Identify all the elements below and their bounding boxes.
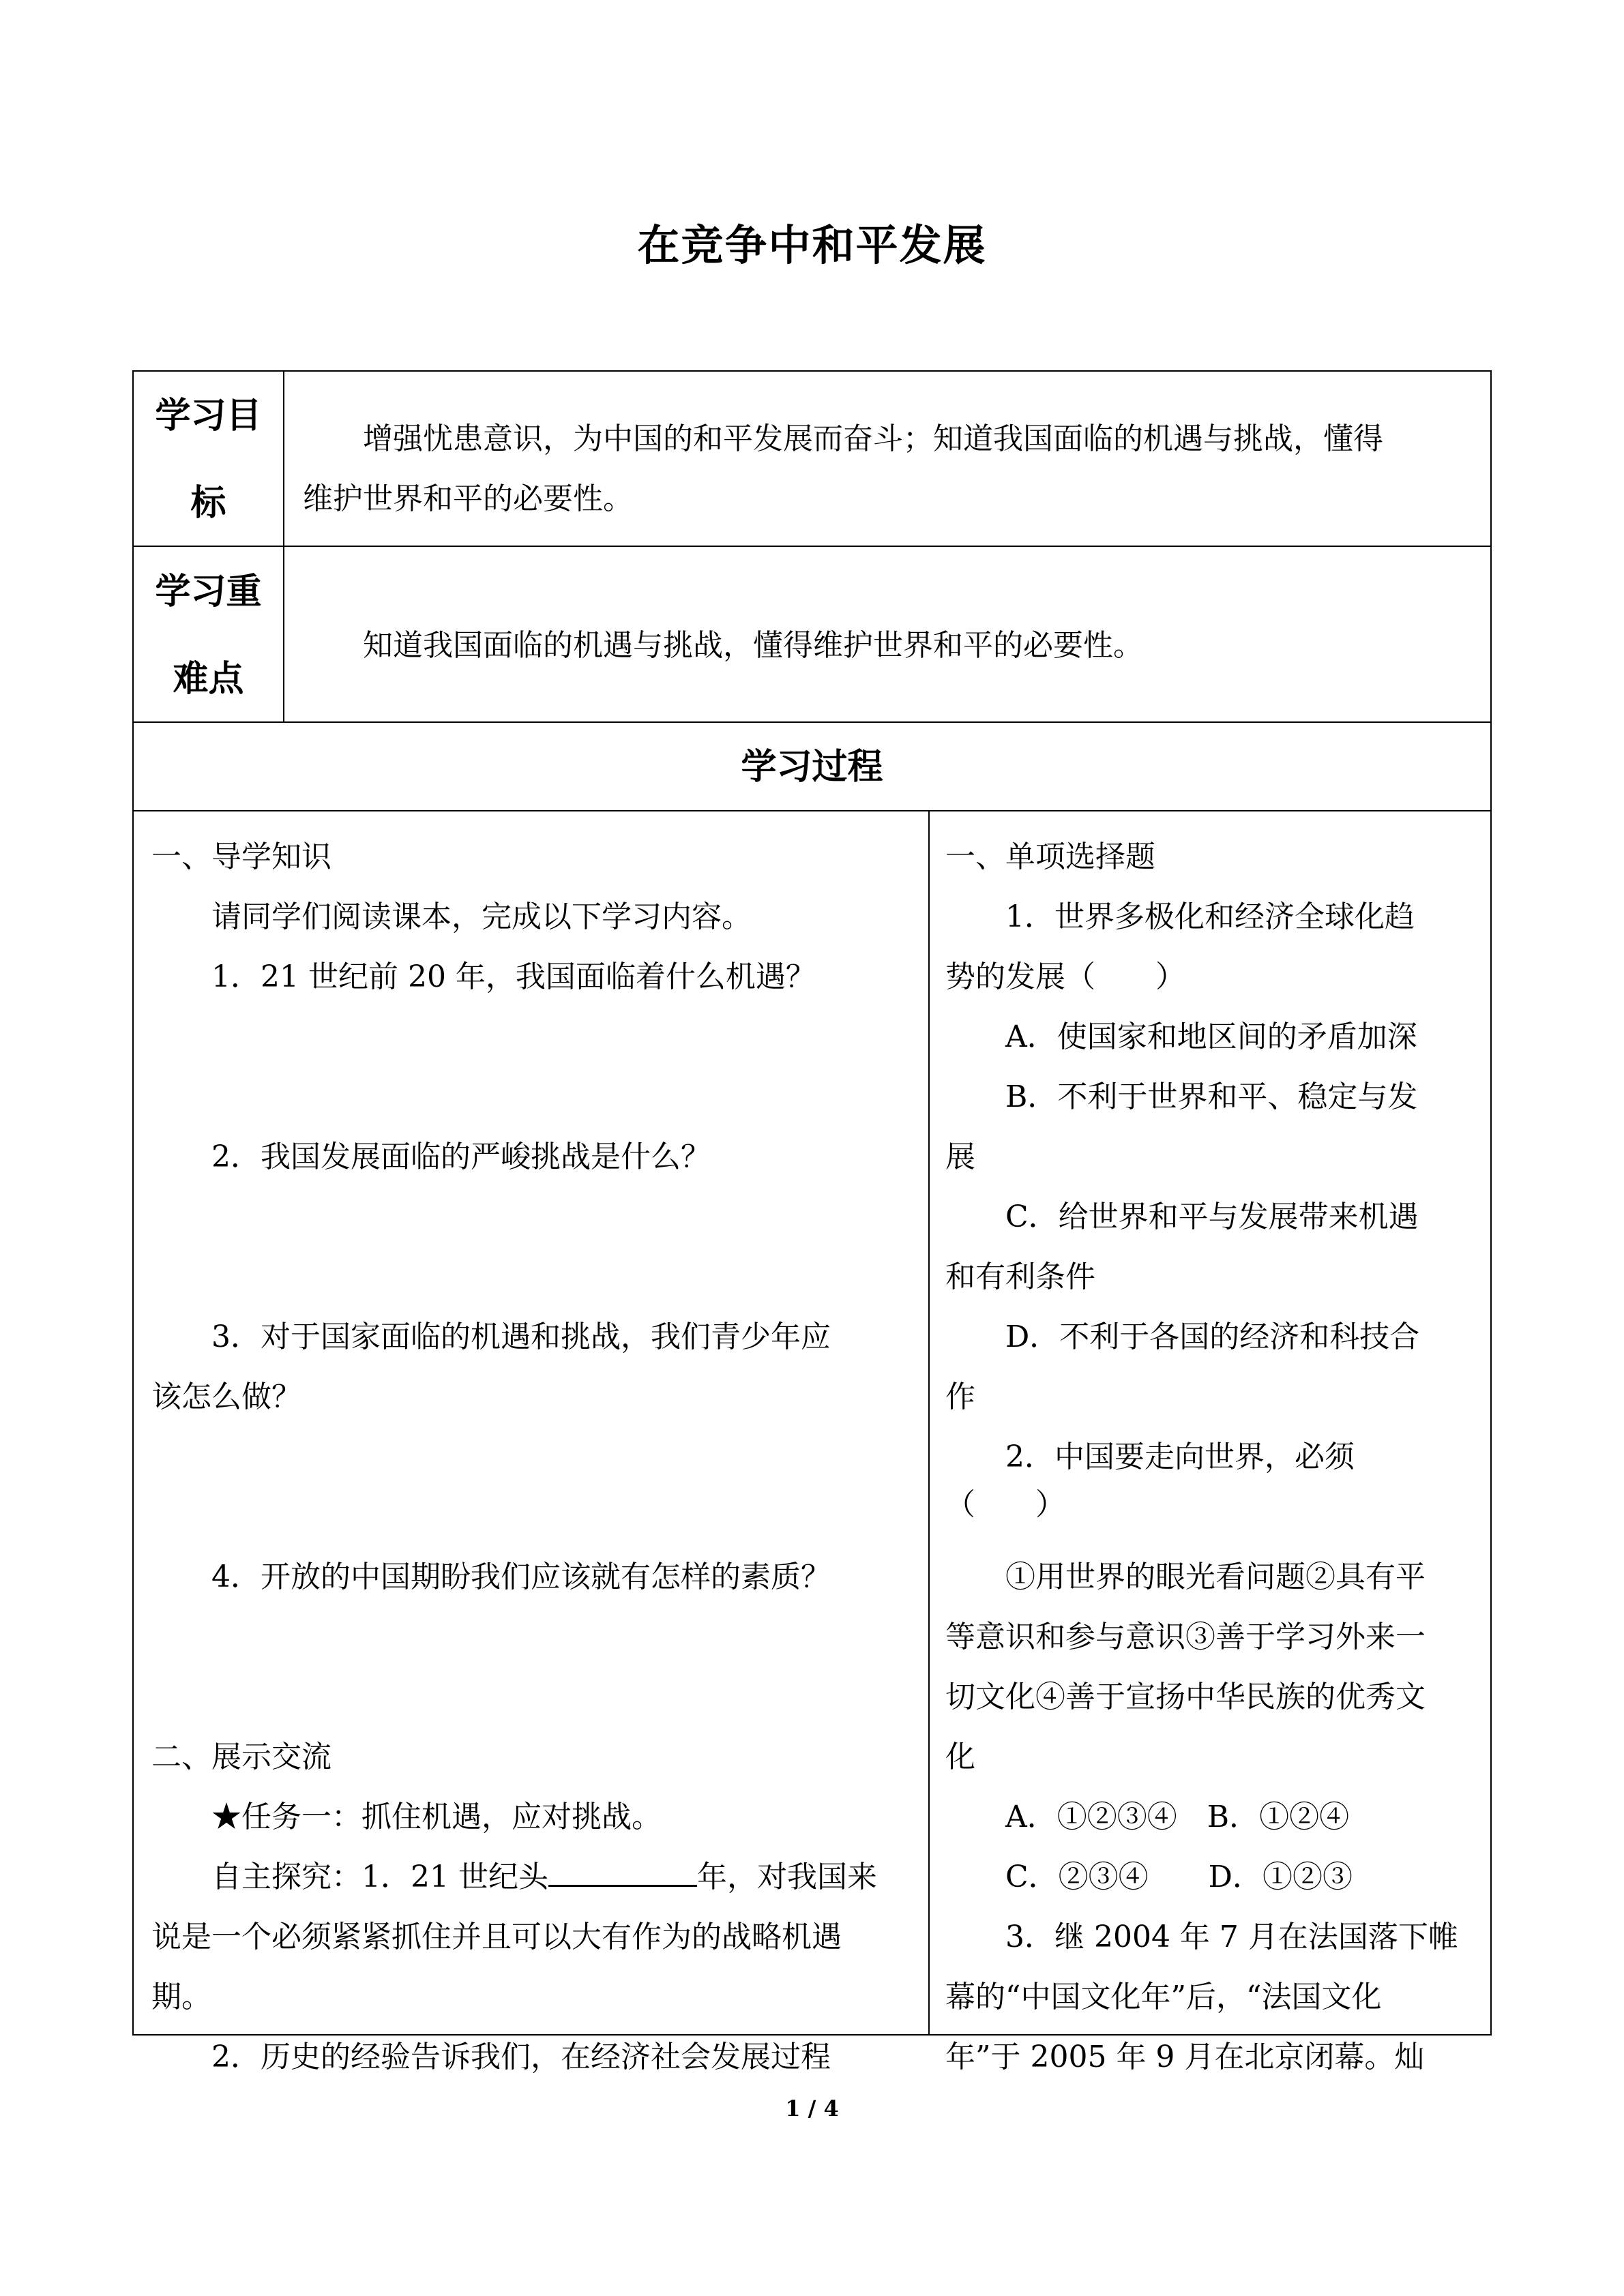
question-4: 4．开放的中国期盼我们应该就有怎样的素质？ (211, 1560, 831, 1594)
option-c-cont: 和有利条件 (945, 1259, 1095, 1294)
mc-question-1: 1．世界多极化和经济全球化趋 (1005, 899, 1415, 934)
answer-blank[interactable] (548, 1855, 697, 1887)
section-heading: 一、导学知识 (151, 839, 331, 874)
column-divider (928, 810, 930, 2036)
intro-text: 请同学们阅读课本，完成以下学习内容。 (211, 899, 752, 934)
explore-question: 自主探究：1．21 世纪头 年，对我国来 (211, 1852, 877, 1896)
mc-question-3: 3．继 2004 年 7 月在法国落下帷 (1005, 1920, 1458, 1954)
option-a: A．使国家和地区间的矛盾加深 (1005, 1019, 1417, 1054)
key-points-label: 学习重 难点 (155, 571, 262, 700)
column-divider (283, 370, 284, 723)
page-title: 在竞争中和平发展 (637, 220, 987, 270)
option-b-cont: 展 (945, 1139, 975, 1174)
q2-statements: ①用世界的眼光看问题②具有平 (1005, 1560, 1426, 1594)
mc-question-2-cont: （ ） (945, 1487, 1065, 1522)
option-c: C．给世界和平与发展带来机遇 (1005, 1199, 1419, 1234)
explore-question-cont: 说是一个必须紧紧抓住并且可以大有作为的战略机遇 (151, 1920, 842, 1954)
mc-question-3-cont: 幕的“中国文化年”后，“法国文化 (945, 1980, 1382, 2014)
mc-question-3-cont: 年”于 2005 年 9 月在北京闭幕。灿 (945, 2040, 1425, 2074)
process-heading: 学习过程 (741, 747, 883, 788)
page-number: 1 / 4 (785, 2096, 839, 2121)
q2-options-cd: C．②③④ D．①②③ (1005, 1860, 1353, 1894)
history-question: 2．历史的经验告诉我们，在经济社会发展过程 (211, 2040, 831, 2074)
explore-question-cont: 期。 (151, 1980, 211, 2014)
row-divider (132, 810, 1492, 811)
objectives-label: 学习目 标 (155, 396, 262, 524)
section-heading: 二、展示交流 (151, 1740, 331, 1774)
q2-statements-cont: 等意识和参与意识③善于学习外来一 (945, 1620, 1426, 1654)
option-d-cont: 作 (945, 1380, 975, 1414)
q2-statements-cont: 化 (945, 1740, 975, 1774)
q2-options-ab: A．①②③④ B．①②④ (1005, 1800, 1350, 1834)
mc-question-2: 2．中国要走向世界，必须 (1005, 1440, 1355, 1474)
question-3-cont: 该怎么做？ (151, 1380, 301, 1414)
option-b: B．不利于世界和平、稳定与发 (1005, 1079, 1418, 1114)
task-1: ★任务一：抓住机遇，应对挑战。 (211, 1800, 662, 1834)
option-d: D．不利于各国的经济和科技合 (1005, 1320, 1420, 1354)
key-points-text: 知道我国面临的机遇与挑战，懂得维护世界和平的必要性。 (363, 628, 1143, 663)
question-1: 1．21 世纪前 20 年，我国面临着什么机遇？ (211, 959, 816, 994)
objectives-text: 增强忧患意识，为中国的和平发展而奋斗；知道我国面临的机遇与挑战，懂得 维护世界和平的必要性。 (303, 421, 1383, 516)
q2-statements-cont: 切文化④善于宣扬中华民族的优秀文 (945, 1680, 1426, 1714)
row-divider (132, 546, 1492, 547)
question-2: 2．我国发展面临的严峻挑战是什么？ (211, 1139, 711, 1174)
question-3: 3．对于国家面临的机遇和挑战，我们青少年应 (211, 1320, 831, 1354)
section-heading: 一、单项选择题 (945, 839, 1155, 874)
mc-question-1-cont: 势的发展（ ） (945, 959, 1185, 994)
row-divider (132, 721, 1492, 723)
